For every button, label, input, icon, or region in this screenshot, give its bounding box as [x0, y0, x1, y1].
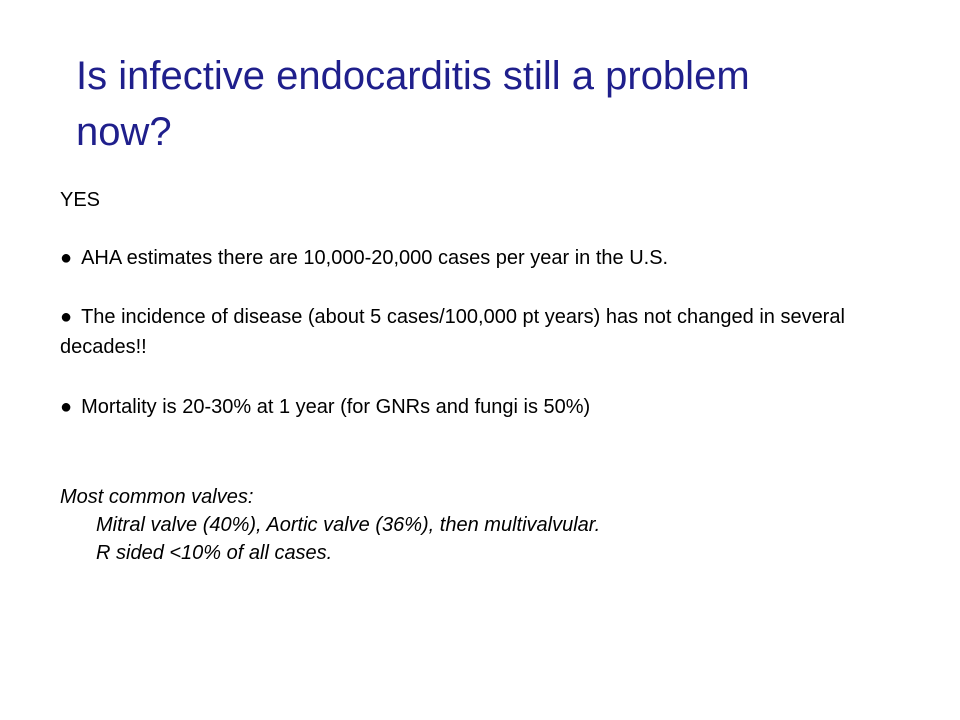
bullet-icon: ● — [60, 306, 73, 328]
spacer — [60, 362, 920, 393]
bullet-item — [60, 244, 920, 272]
bullet-text: Mortality is 20-30% at 1 year (for GNRs and fungi is 50%) — [81, 396, 591, 418]
spacer — [60, 421, 920, 483]
slide-body — [60, 186, 920, 567]
bullet-item — [60, 393, 920, 421]
valves-line: Mitral valve (40%), Aortic valve (36%), then multivalvular. — [96, 514, 601, 536]
slide-title: Is infective endocarditis still a problem now? — [76, 54, 750, 154]
bullet-item — [60, 302, 920, 362]
bullet-text: AHA estimates there are 10,000-20,000 cases per year in the U.S. — [81, 247, 669, 269]
bullet-icon: ● — [60, 247, 73, 269]
spacer — [60, 272, 920, 304]
valves-line: R sided <10% of all cases. — [96, 542, 333, 564]
bullet-text: The incidence of disease (about 5 cases/100,000 pt years) has not changed in several decades!! — [60, 306, 845, 358]
answer-text: YES — [60, 189, 101, 211]
valves-heading: Most common valves: — [60, 486, 254, 508]
spacer — [60, 214, 920, 246]
bullet-icon: ● — [60, 396, 73, 418]
